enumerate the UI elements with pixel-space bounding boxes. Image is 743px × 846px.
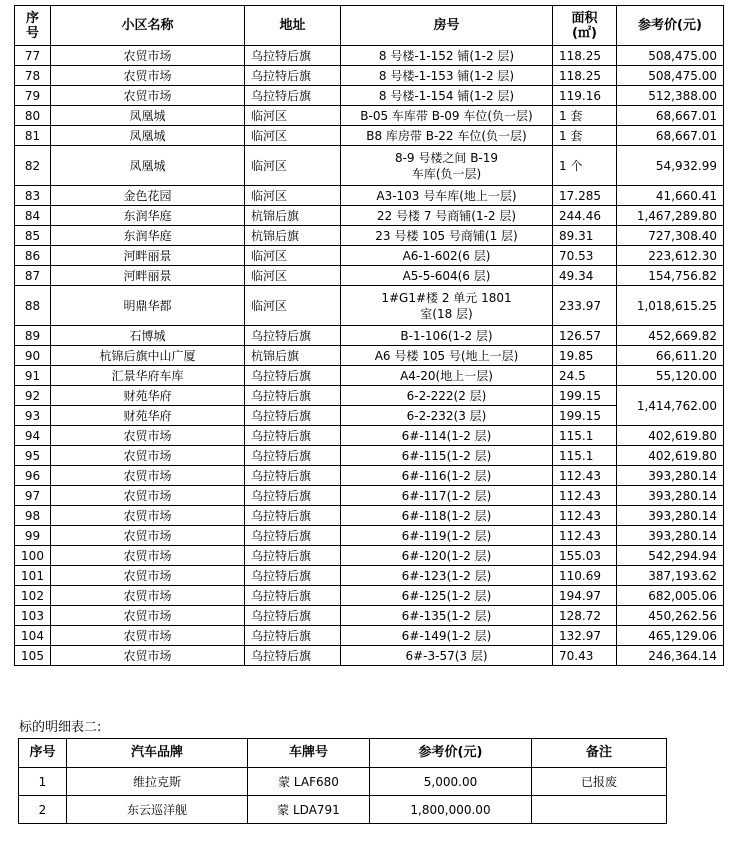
table-row xyxy=(15,366,724,386)
cell-no: 93 xyxy=(15,406,51,426)
cell-price: 402,619.80 xyxy=(617,446,724,466)
cell-area: 49.34 xyxy=(553,266,617,286)
table-row xyxy=(15,86,724,106)
table-row xyxy=(15,106,724,126)
table-row xyxy=(15,226,724,246)
header-address: 地址 xyxy=(245,6,341,46)
cell-address: 乌拉特后旗 xyxy=(245,606,341,626)
cell-no: 91 xyxy=(15,366,51,386)
cell-price: 246,364.14 xyxy=(617,646,724,666)
cell-area: 199.15 xyxy=(553,386,617,406)
cell-price: 41,660.41 xyxy=(617,186,724,206)
cell-address: 杭锦后旗 xyxy=(245,206,341,226)
cell-room: 6#-116(1-2 层) xyxy=(341,466,553,486)
cell-no: 77 xyxy=(15,46,51,66)
cell-room: 6#-120(1-2 层) xyxy=(341,546,553,566)
cell-room: A6 号楼 105 号(地上一层) xyxy=(341,346,553,366)
cell-room: B8 库房带 B-22 车位(负一层) xyxy=(341,126,553,146)
cell-price: 54,932.99 xyxy=(617,146,724,186)
property-table xyxy=(14,5,724,666)
cell-price: 1,018,615.25 xyxy=(617,286,724,326)
cell-price: 1,467,289.80 xyxy=(617,206,724,226)
table-header-row xyxy=(15,6,724,46)
cell-price: 402,619.80 xyxy=(617,426,724,446)
cell-no: 90 xyxy=(15,346,51,366)
cell-price: 1,414,762.00 xyxy=(617,386,724,426)
cell-name: 农贸市场 xyxy=(51,426,245,446)
table-header-row xyxy=(19,739,667,768)
cell-price: 68,667.01 xyxy=(617,126,724,146)
cell-no: 87 xyxy=(15,266,51,286)
cell-price: 68,667.01 xyxy=(617,106,724,126)
cell-address: 乌拉特后旗 xyxy=(245,486,341,506)
cell-address: 乌拉特后旗 xyxy=(245,326,341,346)
cell-price: 682,005.06 xyxy=(617,586,724,606)
cell-name: 河畔丽景 xyxy=(51,266,245,286)
cell-no: 79 xyxy=(15,86,51,106)
cell-price: 512,388.00 xyxy=(617,86,724,106)
cell-no: 104 xyxy=(15,626,51,646)
table-row xyxy=(15,646,724,666)
cell-name: 凤凰城 xyxy=(51,106,245,126)
cell-area: 119.16 xyxy=(553,86,617,106)
cell-no: 94 xyxy=(15,426,51,446)
cell-area: 112.43 xyxy=(553,506,617,526)
cell-address: 临河区 xyxy=(245,266,341,286)
table-row xyxy=(15,146,724,186)
cell-no: 88 xyxy=(15,286,51,326)
cell-address: 杭锦后旗 xyxy=(245,346,341,366)
cell-no: 95 xyxy=(15,446,51,466)
table-caption: 标的明细表二: xyxy=(19,720,102,735)
cell-price: 5,000.00 xyxy=(370,768,532,796)
cell-name: 农贸市场 xyxy=(51,526,245,546)
cell-address: 乌拉特后旗 xyxy=(245,386,341,406)
table-row xyxy=(15,386,724,406)
header-brand: 汽车品牌 xyxy=(67,739,248,768)
cell-name: 东润华庭 xyxy=(51,206,245,226)
cell-address: 临河区 xyxy=(245,106,341,126)
cell-area: 110.69 xyxy=(553,566,617,586)
cell-area: 1 套 xyxy=(553,106,617,126)
cell-address: 乌拉特后旗 xyxy=(245,366,341,386)
cell-room: B-1-106(1-2 层) xyxy=(341,326,553,346)
cell-area: 118.25 xyxy=(553,66,617,86)
cell-name: 金色花园 xyxy=(51,186,245,206)
cell-room: 6#-123(1-2 层) xyxy=(341,566,553,586)
cell-area: 24.5 xyxy=(553,366,617,386)
cell-name: 河畔丽景 xyxy=(51,246,245,266)
cell-name: 凤凰城 xyxy=(51,146,245,186)
cell-no: 101 xyxy=(15,566,51,586)
cell-note: 已报废 xyxy=(532,768,667,796)
cell-area: 128.72 xyxy=(553,606,617,626)
cell-name: 农贸市场 xyxy=(51,646,245,666)
cell-no: 81 xyxy=(15,126,51,146)
cell-price: 66,611.20 xyxy=(617,346,724,366)
cell-no: 82 xyxy=(15,146,51,186)
cell-room: 6#-117(1-2 层) xyxy=(341,486,553,506)
cell-no: 85 xyxy=(15,226,51,246)
cell-room: A4-20(地上一层) xyxy=(341,366,553,386)
cell-area: 115.1 xyxy=(553,426,617,446)
cell-name: 农贸市场 xyxy=(51,626,245,646)
table-row xyxy=(15,586,724,606)
cell-room: 6#-135(1-2 层) xyxy=(341,606,553,626)
cell-room: 6-2-222(2 层) xyxy=(341,386,553,406)
header-name: 小区名称 xyxy=(51,6,245,46)
cell-price: 393,280.14 xyxy=(617,526,724,546)
cell-price: 154,756.82 xyxy=(617,266,724,286)
table-row xyxy=(15,266,724,286)
cell-area: 112.43 xyxy=(553,526,617,546)
cell-no: 105 xyxy=(15,646,51,666)
cell-area: 118.25 xyxy=(553,46,617,66)
cell-price: 387,193.62 xyxy=(617,566,724,586)
cell-area: 244.46 xyxy=(553,206,617,226)
cell-room: 6#-114(1-2 层) xyxy=(341,426,553,446)
cell-area: 132.97 xyxy=(553,626,617,646)
cell-address: 乌拉特后旗 xyxy=(245,626,341,646)
cell-room: 8 号楼-1-154 铺(1-2 层) xyxy=(341,86,553,106)
cell-area: 115.1 xyxy=(553,446,617,466)
header-price: 参考价(元) xyxy=(370,739,532,768)
table-row xyxy=(15,346,724,366)
cell-name: 财苑华府 xyxy=(51,406,245,426)
cell-address: 乌拉特后旗 xyxy=(245,466,341,486)
cell-plate: 蒙 LDA791 xyxy=(248,796,370,824)
cell-address: 乌拉特后旗 xyxy=(245,526,341,546)
cell-name: 农贸市场 xyxy=(51,66,245,86)
cell-price: 393,280.14 xyxy=(617,486,724,506)
cell-area: 155.03 xyxy=(553,546,617,566)
header-room: 房号 xyxy=(341,6,553,46)
table-row xyxy=(15,246,724,266)
table-row xyxy=(15,206,724,226)
table-row xyxy=(19,796,667,824)
cell-name: 农贸市场 xyxy=(51,86,245,106)
cell-no: 1 xyxy=(19,768,67,796)
cell-no: 80 xyxy=(15,106,51,126)
cell-room: 6#-125(1-2 层) xyxy=(341,586,553,606)
table-row xyxy=(15,626,724,646)
cell-price: 508,475.00 xyxy=(617,46,724,66)
cell-name: 农贸市场 xyxy=(51,546,245,566)
cell-name: 农贸市场 xyxy=(51,586,245,606)
header-note: 备注 xyxy=(532,739,667,768)
table-row xyxy=(15,546,724,566)
cell-room: 6#-149(1-2 层) xyxy=(341,626,553,646)
cell-room: 23 号楼 105 号商铺(1 层) xyxy=(341,226,553,246)
cell-name: 明鼎华都 xyxy=(51,286,245,326)
cell-price: 223,612.30 xyxy=(617,246,724,266)
cell-price: 393,280.14 xyxy=(617,466,724,486)
cell-brand: 东云巡洋舰 xyxy=(67,796,248,824)
cell-price: 450,262.56 xyxy=(617,606,724,626)
cell-area: 112.43 xyxy=(553,466,617,486)
vehicle-table xyxy=(18,738,667,824)
cell-address: 临河区 xyxy=(245,246,341,266)
cell-price: 393,280.14 xyxy=(617,506,724,526)
cell-area: 89.31 xyxy=(553,226,617,246)
cell-address: 乌拉特后旗 xyxy=(245,426,341,446)
cell-area: 199.15 xyxy=(553,406,617,426)
cell-name: 石博城 xyxy=(51,326,245,346)
cell-address: 乌拉特后旗 xyxy=(245,646,341,666)
cell-no: 102 xyxy=(15,586,51,606)
header-plate: 车牌号 xyxy=(248,739,370,768)
cell-brand: 维拉克斯 xyxy=(67,768,248,796)
table-row xyxy=(15,606,724,626)
cell-name: 农贸市场 xyxy=(51,486,245,506)
cell-name: 农贸市场 xyxy=(51,566,245,586)
cell-price: 55,120.00 xyxy=(617,366,724,386)
header-area: 面积 (㎡) xyxy=(553,6,617,46)
header-no: 序 号 xyxy=(15,6,51,46)
cell-note xyxy=(532,796,667,824)
cell-room: 6-2-232(3 层) xyxy=(341,406,553,426)
table-row xyxy=(15,506,724,526)
cell-address: 临河区 xyxy=(245,286,341,326)
cell-address: 乌拉特后旗 xyxy=(245,446,341,466)
cell-area: 70.53 xyxy=(553,246,617,266)
table-row xyxy=(15,286,724,326)
table-row xyxy=(15,446,724,466)
cell-no: 86 xyxy=(15,246,51,266)
table-row xyxy=(15,426,724,446)
cell-address: 乌拉特后旗 xyxy=(245,586,341,606)
cell-room: 1#G1#楼 2 单元 1801 室(18 层) xyxy=(341,286,553,326)
cell-no: 98 xyxy=(15,506,51,526)
cell-no: 97 xyxy=(15,486,51,506)
cell-area: 70.43 xyxy=(553,646,617,666)
cell-address: 乌拉特后旗 xyxy=(245,66,341,86)
cell-room: 6#-115(1-2 层) xyxy=(341,446,553,466)
cell-no: 89 xyxy=(15,326,51,346)
cell-no: 84 xyxy=(15,206,51,226)
cell-area: 1 个 xyxy=(553,146,617,186)
cell-name: 凤凰城 xyxy=(51,126,245,146)
cell-address: 临河区 xyxy=(245,186,341,206)
cell-name: 农贸市场 xyxy=(51,46,245,66)
table-row xyxy=(15,46,724,66)
cell-name: 农贸市场 xyxy=(51,606,245,626)
cell-name: 杭锦后旗中山广厦 xyxy=(51,346,245,366)
header-no: 序号 xyxy=(19,739,67,768)
cell-room: 22 号楼 7 号商铺(1-2 层) xyxy=(341,206,553,226)
cell-address: 乌拉特后旗 xyxy=(245,506,341,526)
cell-room: B-05 车库带 B-09 车位(负一层) xyxy=(341,106,553,126)
cell-no: 78 xyxy=(15,66,51,86)
cell-no: 100 xyxy=(15,546,51,566)
cell-address: 临河区 xyxy=(245,126,341,146)
cell-no: 99 xyxy=(15,526,51,546)
table-row xyxy=(15,466,724,486)
table-row xyxy=(15,566,724,586)
table-row xyxy=(15,326,724,346)
table-row xyxy=(15,66,724,86)
cell-room: 6#-119(1-2 层) xyxy=(341,526,553,546)
cell-address: 乌拉特后旗 xyxy=(245,86,341,106)
table-row xyxy=(19,768,667,796)
cell-no: 92 xyxy=(15,386,51,406)
cell-no: 96 xyxy=(15,466,51,486)
cell-room: 6#-118(1-2 层) xyxy=(341,506,553,526)
cell-address: 临河区 xyxy=(245,146,341,186)
cell-area: 233.97 xyxy=(553,286,617,326)
cell-price: 542,294.94 xyxy=(617,546,724,566)
cell-address: 杭锦后旗 xyxy=(245,226,341,246)
cell-no: 83 xyxy=(15,186,51,206)
table-row xyxy=(15,186,724,206)
cell-price: 452,669.82 xyxy=(617,326,724,346)
cell-room: A6-1-602(6 层) xyxy=(341,246,553,266)
cell-name: 东润华庭 xyxy=(51,226,245,246)
cell-price: 465,129.06 xyxy=(617,626,724,646)
cell-area: 112.43 xyxy=(553,486,617,506)
cell-name: 农贸市场 xyxy=(51,446,245,466)
cell-area: 194.97 xyxy=(553,586,617,606)
header-price: 参考价(元) xyxy=(617,6,724,46)
cell-address: 乌拉特后旗 xyxy=(245,546,341,566)
cell-name: 汇景华府车库 xyxy=(51,366,245,386)
cell-address: 乌拉特后旗 xyxy=(245,406,341,426)
cell-no: 2 xyxy=(19,796,67,824)
cell-address: 乌拉特后旗 xyxy=(245,566,341,586)
cell-room: 8 号楼-1-153 铺(1-2 层) xyxy=(341,66,553,86)
cell-room: 6#-3-57(3 层) xyxy=(341,646,553,666)
cell-room: A3-103 号车库(地上一层) xyxy=(341,186,553,206)
cell-no: 103 xyxy=(15,606,51,626)
cell-price: 508,475.00 xyxy=(617,66,724,86)
cell-area: 19.85 xyxy=(553,346,617,366)
cell-area: 126.57 xyxy=(553,326,617,346)
cell-name: 财苑华府 xyxy=(51,386,245,406)
cell-name: 农贸市场 xyxy=(51,506,245,526)
table-row xyxy=(15,486,724,506)
table-row xyxy=(15,126,724,146)
cell-room: 8 号楼-1-152 铺(1-2 层) xyxy=(341,46,553,66)
cell-name: 农贸市场 xyxy=(51,466,245,486)
cell-price: 727,308.40 xyxy=(617,226,724,246)
cell-room: 8-9 号楼之间 B-19 车库(负一层) xyxy=(341,146,553,186)
table-row xyxy=(15,526,724,546)
cell-area: 17.285 xyxy=(553,186,617,206)
cell-address: 乌拉特后旗 xyxy=(245,46,341,66)
cell-area: 1 套 xyxy=(553,126,617,146)
cell-room: A5-5-604(6 层) xyxy=(341,266,553,286)
cell-price: 1,800,000.00 xyxy=(370,796,532,824)
cell-plate: 蒙 LAF680 xyxy=(248,768,370,796)
